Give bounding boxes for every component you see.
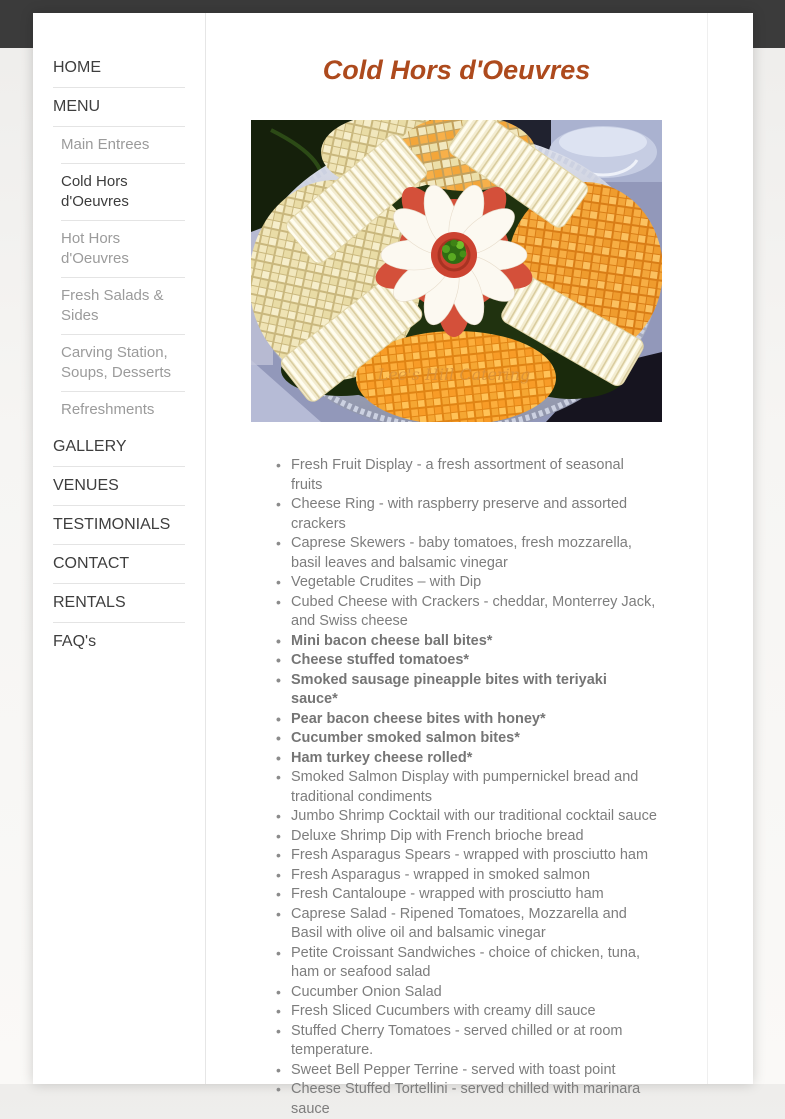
sidebar-item-home[interactable] [53,49,185,88]
menu-item: • Pear bacon cheese bites with honey* [291,710,657,730]
content-card [33,13,753,1117]
menu-item: • Fresh Cantaloupe - wrapped with prosciutto ham [291,885,657,905]
menu-item: • Fresh Asparagus Spears - wrapped with prosciutto ham [291,846,657,866]
sidebar-item-hot-hors-d-oeuvres[interactable] [61,221,185,278]
page-title: Cold Hors d'Oeuvres [322,55,591,85]
menu-item: • Fresh Sliced Cucumbers with creamy dill sauce [291,1002,657,1022]
cheese-platter-illustration [251,120,662,422]
menu-item: • Caprese Skewers - baby tomatoes, fresh mozzarella, basil leaves and balsamic vinegar [291,534,657,573]
menu-item: • Jumbo Shrimp Cocktail with our traditional cocktail sauce [291,807,657,827]
menu-item: • Fresh Fruit Display - a fresh assortment of seasonal fruits [291,456,657,495]
menu-item: • Cheese Ring - with raspberry preserve and assorted crackers [291,495,657,534]
sidebar-item-refreshments[interactable] [61,392,185,428]
sidebar-item-carving-station-soups-desserts[interactable] [61,335,185,392]
menu-item: • Cheese Stuffed Tortellini - served chilled with marinara sauce [291,1080,657,1119]
sidebar-item-gallery[interactable] [53,428,185,467]
photo-watermark: Lee's Hill Catering [377,365,531,384]
menu-item: • Deluxe Shrimp Dip with French brioche bread [291,827,657,847]
menu-item: • Cubed Cheese with Crackers - cheddar, Monterrey Jack, and Swiss cheese [291,593,657,632]
menu-item: • Mini bacon cheese ball bites* [291,632,657,652]
sidebar-item-testimonials[interactable] [53,506,185,545]
menu-item: • Sweet Bell Pepper Terrine - served with toast point [291,1061,657,1081]
cheese-platter-photo [251,120,662,422]
sidebar-item-venues[interactable] [53,467,185,506]
menu-item: • Ham turkey cheese rolled* [291,749,657,769]
sidebar-item-label: Fresh Salads & Sides [61,287,164,324]
sidebar-item-label: RENTALS [53,594,126,611]
sidebar-item-fresh-salads-sides[interactable] [61,278,185,335]
sidebar-item-faq-s[interactable] [53,623,185,661]
sidebar-item-label: Carving Station, Soups, Desserts [61,344,172,381]
sidebar-item-label: MENU [53,98,101,115]
sidebar-item-label: Hot Hors d'Oeuvres [61,230,129,267]
sidebar-item-label: HOME [53,59,101,76]
menu-item: • Fresh Asparagus - wrapped in smoked salmon [291,866,657,886]
menu-item: • Cucumber smoked salmon bites* [291,729,657,749]
sidebar-item-label: Refreshments [61,401,155,418]
sidebar-item-menu[interactable] [53,88,185,127]
menu-item: • Smoked sausage pineapple bites with teriyaki sauce* [291,671,657,710]
menu-items-list [291,456,657,1119]
menu-item: • Caprese Salad - Ripened Tomatoes, Mozzarella and Basil with olive oil and balsamic vinegar [291,905,657,944]
menu-item: • Smoked Salmon Display with pumpernickel bread and traditional condiments [291,768,657,807]
sidebar-item-label: TESTIMONIALS [53,516,171,533]
sidebar-item-label: VENUES [53,477,119,494]
sidebar-item-label: CONTACT [53,555,130,572]
sidebar-item-label: Cold Hors d'Oeuvres [61,173,129,210]
sidebar-item-label: FAQ's [53,633,97,650]
menu-item: • Stuffed Cherry Tomatoes - served chilled or at room temperature. [291,1022,657,1061]
sidebar-item-contact[interactable] [53,545,185,584]
sidebar-item-main-entrees[interactable] [61,127,185,164]
menu-item: • Cucumber Onion Salad [291,983,657,1003]
menu-item: • Cheese stuffed tomatoes* [291,651,657,671]
right-rail [708,13,753,1084]
sidebar-item-cold-hors-d-oeuvres[interactable] [61,164,185,221]
sidebar-item-rentals[interactable] [53,584,185,623]
sidebar-menu [53,49,185,661]
menu-item: • Petite Croissant Sandwiches - choice of chicken, tuna, ham or seafood salad [291,944,657,983]
menu-item: • Vegetable Crudites – with Dip [291,573,657,593]
sidebar-item-label: GALLERY [53,438,127,455]
sidebar-item-label: Main Entrees [61,136,150,153]
sidebar-nav [33,13,206,1084]
main-content [206,13,708,1117]
